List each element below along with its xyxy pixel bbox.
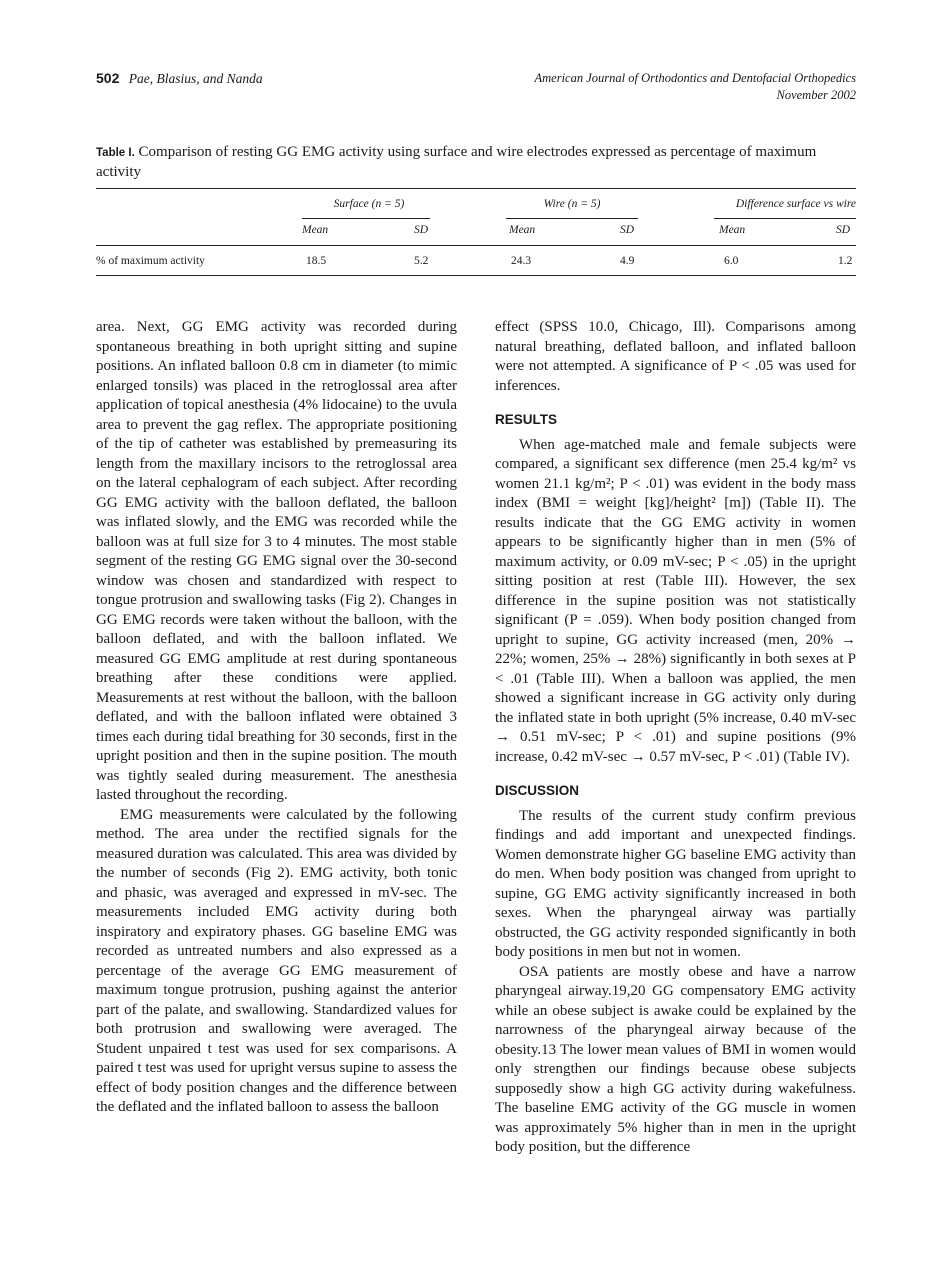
subheader-surface-sd: SD (414, 224, 429, 236)
group-rule-difference (714, 218, 856, 219)
cell-diff-mean: 6.0 (724, 255, 739, 267)
table-label: Table I. (96, 147, 135, 159)
body-paragraph: EMG measurements were calculated by the following method. The area under the rectified signals for the measured duration was calculated. This area was divided by the number of seconds (Fig 2). EMG activity, both tonic and phasic, was averaged and expressed in mV-sec. The measurements included EMG activity during both inspiratory and expiratory phases. GG baseline EMG was recorded as untreated numbers and also expressed as a percentage of the average GG EMG measurement of maximum tongue protrusion, pushing against the anterior part of the palate, and swallowing. Standardized values for both protrusion and swallowing were averaged. The Student unpaired t test was used for sex comparisons. A paired t test was used for upright versus supine to assess the effect of body position changes and the difference between the deflated and the inflated balloon to assess the balloon (96, 806, 457, 1115)
table-caption (96, 143, 856, 182)
running-header (96, 70, 856, 106)
header-authors: Pae, Blasius, and Nanda (128, 71, 263, 86)
subheader-surface-mean: Mean (302, 224, 329, 236)
results-paragraph: When age-matched male and female subjects were compared, a significant sex difference (men 25.4 kg/m² vs women 21.1 kg/m²; P < .01) was evident in the body mass index (BMI = weight [kg]/height² [m]) (Table II). The results indicate that the GG EMG activity in women appears to be significantly higher than in men (5% of maximum activity, or 0.09 mV-sec; P < .05) in the upright sitting position at rest (Table III). However, the sex difference in the supine position was not statistically significant (P = .059). When body position changed from upright to supine, GG activity increased (men, 20% → 22%; women, 25% → 28%) significantly in both sexes at P < .01 (Table III). When a balloon was applied, the men showed a significant increase in GG activity only during the inflated state in both upright (5% increase, 0.40 mV-sec → 0.51 mV-sec; P < .01) and supine positions (9% increase, 0.42 mV-sec → 0.57 mV-sec, P < .01) (Table IV). (495, 436, 856, 765)
cell-surface-mean: 18.5 (306, 255, 327, 267)
table-header-rule (96, 245, 856, 246)
group-rule-surface (302, 218, 430, 219)
table-bottom-rule (96, 275, 856, 276)
body-paragraph: effect (SPSS 10.0, Chicago, Ill). Comparisons among natural breathing, deflated balloon, and inflated balloon were not attempted. A significance of P < .05 was used for inferences. (495, 319, 856, 394)
row-label: % of maximum activity (96, 255, 205, 267)
right-column (495, 318, 856, 1158)
cell-wire-mean: 24.3 (511, 255, 532, 267)
header-right (535, 70, 857, 104)
discussion-paragraph: The results of the current study confirm previous findings and add important and unexpected findings. Women demonstrate higher GG baseline EMG activity than do men. When body position was changed from upright to supine, GG EMG activity significantly increased in both sexes. When the pharyngeal airway was partially obstructed, the GG activity responded significantly in both body positions in men but not in women. (495, 807, 856, 960)
table-top-rule (96, 188, 856, 189)
subheader-diff-mean: Mean (719, 224, 746, 236)
subheader-wire-sd: SD (620, 224, 635, 236)
group-header-wire: Wire (n = 5) (543, 198, 601, 210)
cell-diff-sd: 1.2 (838, 255, 853, 267)
group-header-difference: Difference surface vs wire (735, 198, 856, 210)
page-number: 502 (96, 70, 120, 86)
journal-title: American Journal of Orthodontics and Dentofacial Orthopedics (534, 71, 856, 85)
subheader-diff-sd: SD (836, 224, 851, 236)
issue-date: November 2002 (776, 88, 856, 102)
discussion-paragraph: OSA patients are mostly obese and have a narrow pharyngeal airway.19,20 GG compensatory EMG activity while an obese subject is awake could be explained by the narrowness of the pharyngeal airway because of the obesity.13 The lower mean values of BMI in women would only strengthen our findings because obese subjects supposedly show a high GG activity during wakefulness. The baseline EMG activity of the GG muscle in women was approximately 5% higher than in men in the upright body position, but the difference (495, 963, 856, 1155)
body-paragraph: area. Next, GG EMG activity was recorded during spontaneous breathing in both upright sitting and supine positions. An inflated balloon 0.8 cm in diameter (to mimic enlarged tonsils) was placed in the retroglossal area after application of topical anesthesia (4% lidocaine) to the uvula area to prevent the gag reflex. The appropriate positioning of the tip of catheter was established by premeasuring its length from the maxillary incisors to the retroglossal area on the lateral cephalogram of each subject. After recording GG EMG activity with the balloon deflated, the balloon was inflated slowly, and the EMG was recorded while the balloon was at full size for 3 to 4 minutes. The most stable segment of the resting GG EMG signal over the 30-second window was chosen and standardized with respect to tongue protrusion and swallowing tasks (Fig 2). Changes in GG EMG records were taken without the balloon, with the balloon deflated, and with the balloon inflated. We measured GG EMG amplitude at rest during spontaneous breathing after these conditions were applied. Measurements at rest without the balloon, with the balloon deflated, and with the balloon inflated were obtained 3 times each during tidal breathing for 30 seconds, first in the upright position and then in the supine position. The mouth was tightly sealed during measurement. The anesthesia lasted throughout the recording. (96, 319, 457, 803)
discussion-heading: DISCUSSION (495, 783, 580, 798)
group-rule-wire (506, 218, 638, 219)
group-header-surface: Surface (n = 5) (333, 198, 405, 210)
cell-surface-sd: 5.2 (414, 255, 429, 267)
left-column (96, 318, 457, 1118)
table-caption-text: Comparison of resting GG EMG activity using surface and wire electrodes expressed as percentage of maximum activity (96, 144, 817, 180)
cell-wire-sd: 4.9 (620, 255, 635, 267)
subheader-wire-mean: Mean (509, 224, 536, 236)
header-left (96, 70, 263, 87)
results-heading: RESULTS (495, 412, 558, 427)
